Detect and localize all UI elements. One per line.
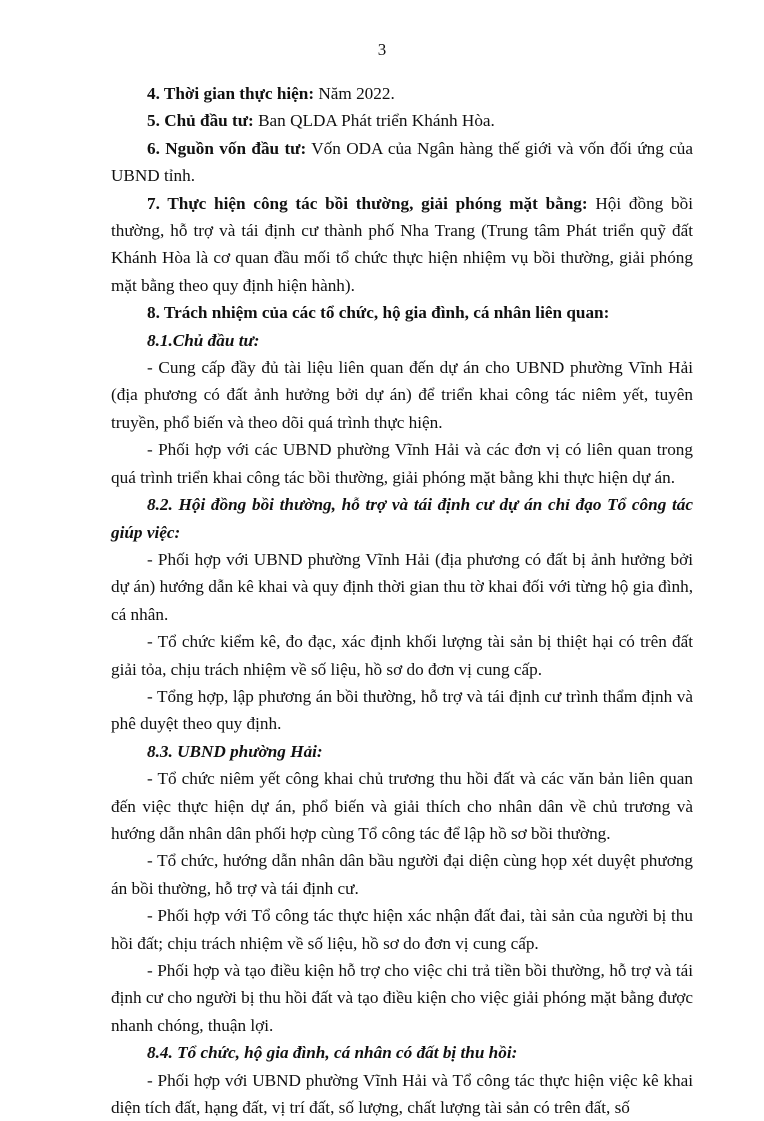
item-6 xyxy=(111,135,693,190)
item-label: 6. Nguồn vốn đầu tư: xyxy=(147,138,307,158)
item-4 xyxy=(111,80,693,107)
paragraph: - Phối hợp với UBND phường Vĩnh Hải (địa phương có đất bị ảnh hưởng bởi dự án) hướng dẫn kê khai và quy định thời gian thu tờ khai đối với từng hộ gia đình, cá nhân. xyxy=(111,549,693,624)
item-text: Hội đồng bồi thường, hỗ trợ và tái định cư thành phố Nha Trang (Trung tâm Phát triển quỹ đất Khánh Hòa là cơ quan đầu mối tổ chức thực hiện nhiệm vụ bồi thường, giải phóng mặt bằng theo quy định hiện hành). xyxy=(111,193,693,295)
section-8-heading: 8. Trách nhiệm của các tổ chức, hộ gia đình, cá nhân liên quan: xyxy=(147,303,610,323)
paragraph: - Phối hợp với Tổ công tác thực hiện xác nhận đất đai, tài sản của người bị thu hồi đất; chịu trách nhiệm về số liệu, hồ sơ do đơn vị cung cấp. xyxy=(111,906,693,953)
paragraph: - Phối hợp với UBND phường Vĩnh Hải và Tổ công tác thực hiện việc kê khai diện tích đất, hạng đất, vị trí đất, số lượng, chất lượng tài sản có trên đất, số xyxy=(111,1070,693,1118)
paragraph: - Tổ chức, hướng dẫn nhân dân bầu người đại diện cùng họp xét duyệt phương án bồi thường, hỗ trợ và tái định cư. xyxy=(111,851,693,898)
subsection-8-3-title: 8.3. UBND phường Hải: xyxy=(147,741,323,761)
paragraph: - Phối hợp và tạo điều kiện hỗ trợ cho việc chi trả tiền bồi thường, hỗ trợ và tái định cư cho người bị thu hồi đất và tạo điều kiện cho việc giải phóng mặt bằng được nhanh chóng, thuận lợi. xyxy=(111,961,693,1035)
document-body xyxy=(111,80,693,1121)
paragraph: - Phối hợp với các UBND phường Vĩnh Hải và các đơn vị có liên quan trong quá trình triển khai công tác bồi thường, giải phóng mặt bằng khi thực hiện dự án. xyxy=(111,440,693,487)
item-label: 5. Chủ đầu tư: xyxy=(147,111,254,131)
item-5 xyxy=(111,107,693,134)
item-7 xyxy=(111,190,693,300)
item-text: Ban QLDA Phát triển Khánh Hòa. xyxy=(253,111,495,131)
subsection-8-2-title: 8.2. Hội đồng bồi thường, hỗ trợ và tái định cư dự án chỉ đạo Tổ công tác giúp việc: xyxy=(111,495,693,542)
subsection-8-1-title: 8.1.Chủ đầu tư: xyxy=(147,330,260,350)
item-label: 4. Thời gian thực hiện: xyxy=(147,84,315,103)
paragraph: - Tổ chức niêm yết công khai chủ trương thu hồi đất và các văn bản liên quan đến việc thực hiện dự án, phổ biến và giải thích cho nhân dân về chủ trương và hướng dẫn nhân dân phối hợp cùng Tổ công tác để lập hồ sơ bồi thường. xyxy=(111,769,693,843)
item-label: 7. Thực hiện công tác bồi thường, giải phóng mặt bằng: xyxy=(147,193,588,213)
paragraph: - Cung cấp đầy đủ tài liệu liên quan đến dự án cho UBND phường Vĩnh Hải (địa phương có đất ảnh hưởng bởi dự án) để triển khai công tác niêm yết, tuyên truyền, phổ biến và theo dõi quá trình thực hiện. xyxy=(111,358,693,432)
paragraph: - Tổng hợp, lập phương án bồi thường, hỗ trợ và tái định cư trình thẩm định và phê duyệt theo quy định. xyxy=(111,686,693,734)
page-number: 3 xyxy=(377,40,387,59)
subsection-8-4-title: 8.4. Tổ chức, hộ gia đình, cá nhân có đất bị thu hồi: xyxy=(147,1043,518,1063)
paragraph: - Tổ chức kiểm kê, đo đạc, xác định khối lượng tài sản bị thiệt hại có trên đất giải tỏa, chịu trách nhiệm về số liệu, hồ sơ do đơn vị cung cấp. xyxy=(111,632,693,679)
item-text: Vốn ODA của Ngân hàng thế giới và vốn đối ứng của UBND tỉnh. xyxy=(111,138,693,186)
item-text: Năm 2022. xyxy=(314,84,395,103)
